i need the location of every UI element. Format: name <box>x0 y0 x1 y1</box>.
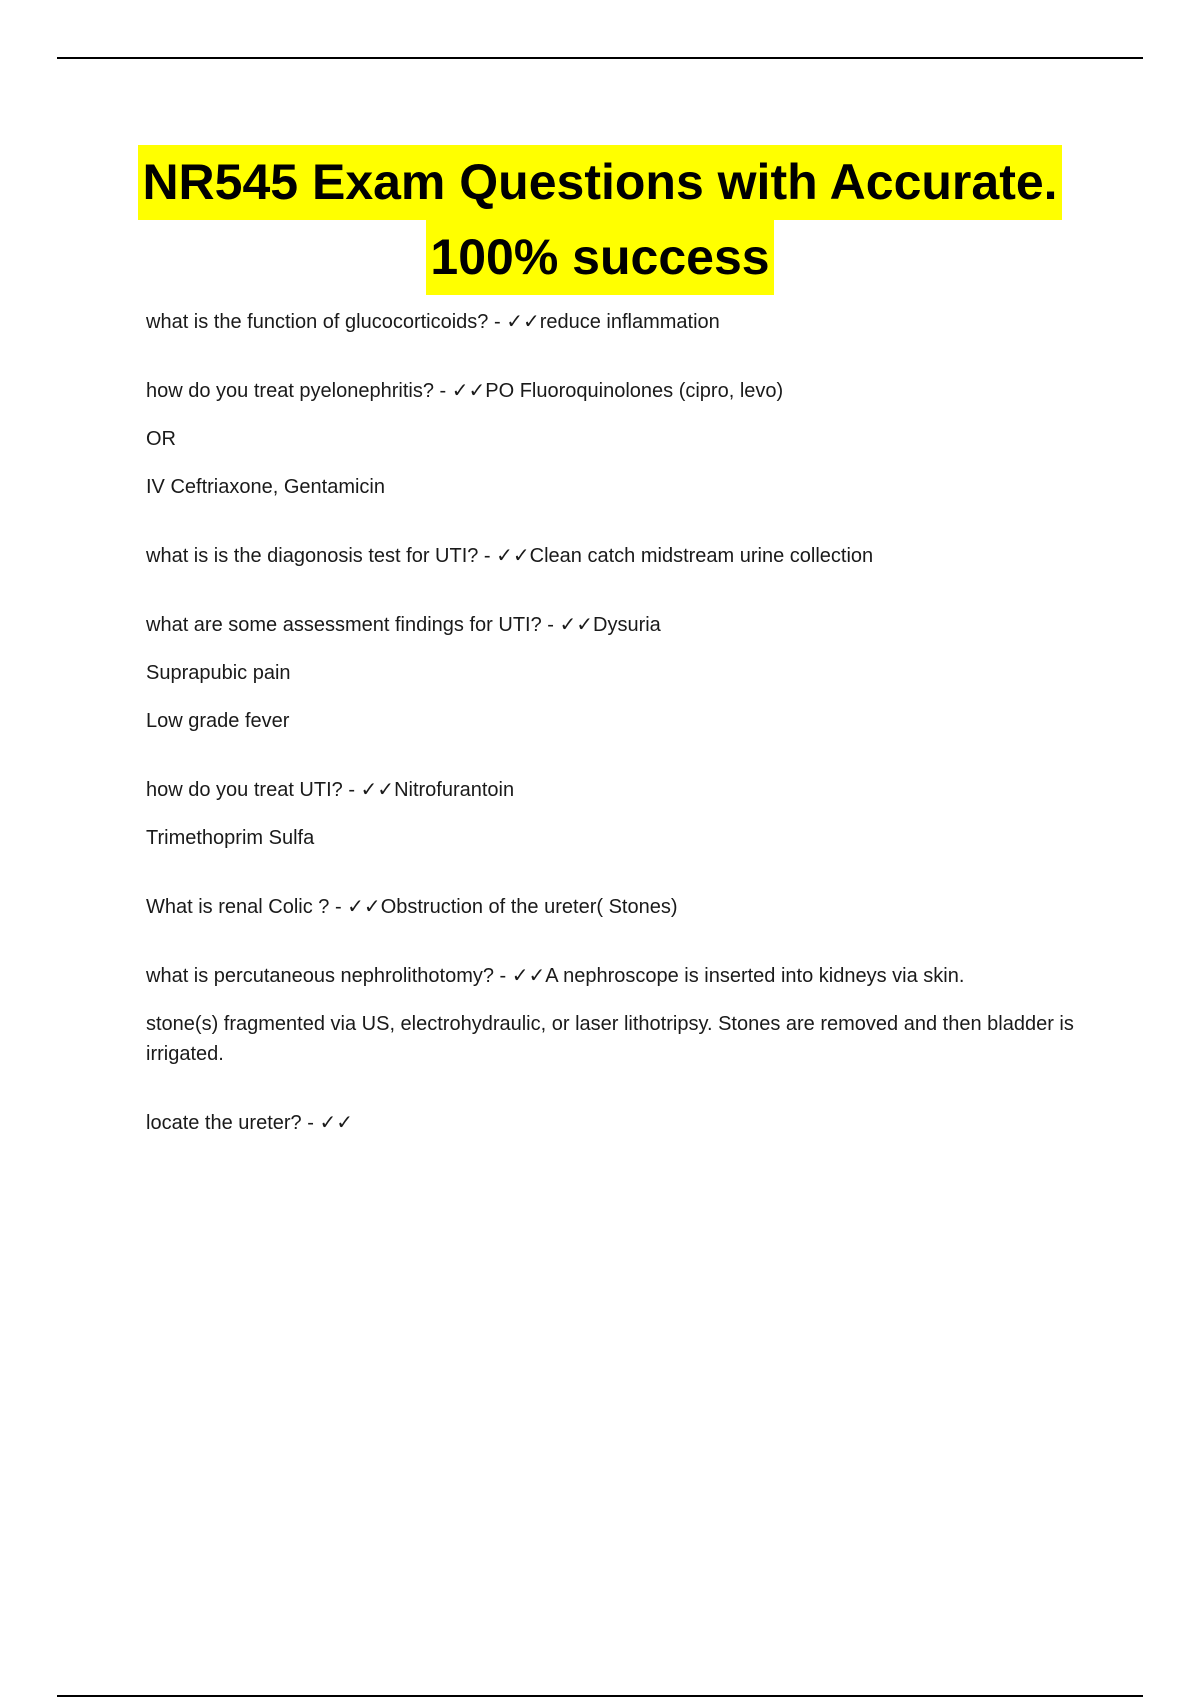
answer-continuation: IV Ceftriaxone, Gentamicin <box>146 476 385 498</box>
answer-continuation: Suprapubic pain <box>146 662 291 684</box>
question-text: what is the function of glucocorticoids? - <box>146 311 507 333</box>
qa-list <box>146 306 1086 1176</box>
answer-continuation: stone(s) fragmented via US, electrohydraulic, or laser lithotripsy. Stones are removed and then bladder is irrigated. <box>146 1013 1074 1065</box>
double-check-icon: ✓✓ <box>451 378 486 402</box>
qa-item <box>146 609 1086 736</box>
top-rule <box>57 57 1143 59</box>
question-text: how do you treat pyelonephritis? - <box>146 380 452 402</box>
qa-item <box>146 774 1086 853</box>
bottom-rule <box>57 1695 1143 1697</box>
qa-item <box>146 375 1086 502</box>
double-check-icon: ✓✓ <box>506 309 540 333</box>
answer-text: Clean catch midstream urine collection <box>529 545 874 567</box>
qa-item <box>146 1107 1086 1138</box>
qa-item <box>146 960 1086 1069</box>
question-text: what is is the diagonosis test for UTI? - <box>146 545 497 567</box>
qa-line <box>146 774 1086 805</box>
answer-text: reduce inflammation <box>539 311 720 333</box>
qa-item <box>146 306 1086 337</box>
double-check-icon: ✓✓ <box>496 543 530 567</box>
qa-line <box>146 960 1086 991</box>
double-check-icon: ✓✓ <box>347 894 381 918</box>
qa-item <box>146 891 1086 922</box>
double-check-icon: ✓✓ <box>511 963 546 987</box>
answer-continuation: Low grade fever <box>146 710 290 732</box>
qa-line <box>146 306 1086 337</box>
question-text: how do you treat UTI? - <box>146 779 361 801</box>
title-line-2: 100% success <box>426 220 773 295</box>
title-line-1: NR545 Exam Questions with Accurate. <box>138 145 1061 220</box>
qa-line <box>146 375 1086 406</box>
answer-continuation: Trimethoprim Sulfa <box>146 827 315 849</box>
qa-line <box>146 1107 1086 1138</box>
qa-line <box>146 540 1086 571</box>
question-text: What is renal Colic ? - <box>146 896 348 918</box>
answer-text: Nitrofurantoin <box>394 779 515 801</box>
answer-continuation: OR <box>146 428 176 450</box>
document-title <box>0 145 1200 295</box>
double-check-icon: ✓✓ <box>360 777 395 801</box>
qa-line <box>146 609 1086 640</box>
answer-text: A nephroscope is inserted into kidneys via skin. <box>545 965 965 987</box>
answer-text: Obstruction of the ureter( Stones) <box>380 896 678 918</box>
question-text: what are some assessment findings for UTI? - <box>146 614 560 636</box>
double-check-icon: ✓✓ <box>559 612 594 636</box>
answer-text: PO Fluoroquinolones (cipro, levo) <box>485 380 784 402</box>
answer-text: Dysuria <box>593 614 661 636</box>
double-check-icon: ✓✓ <box>319 1110 353 1134</box>
question-text: locate the ureter? - <box>146 1112 320 1134</box>
qa-line <box>146 891 1086 922</box>
question-text: what is percutaneous nephrolithotomy? - <box>146 965 512 987</box>
qa-item <box>146 540 1086 571</box>
